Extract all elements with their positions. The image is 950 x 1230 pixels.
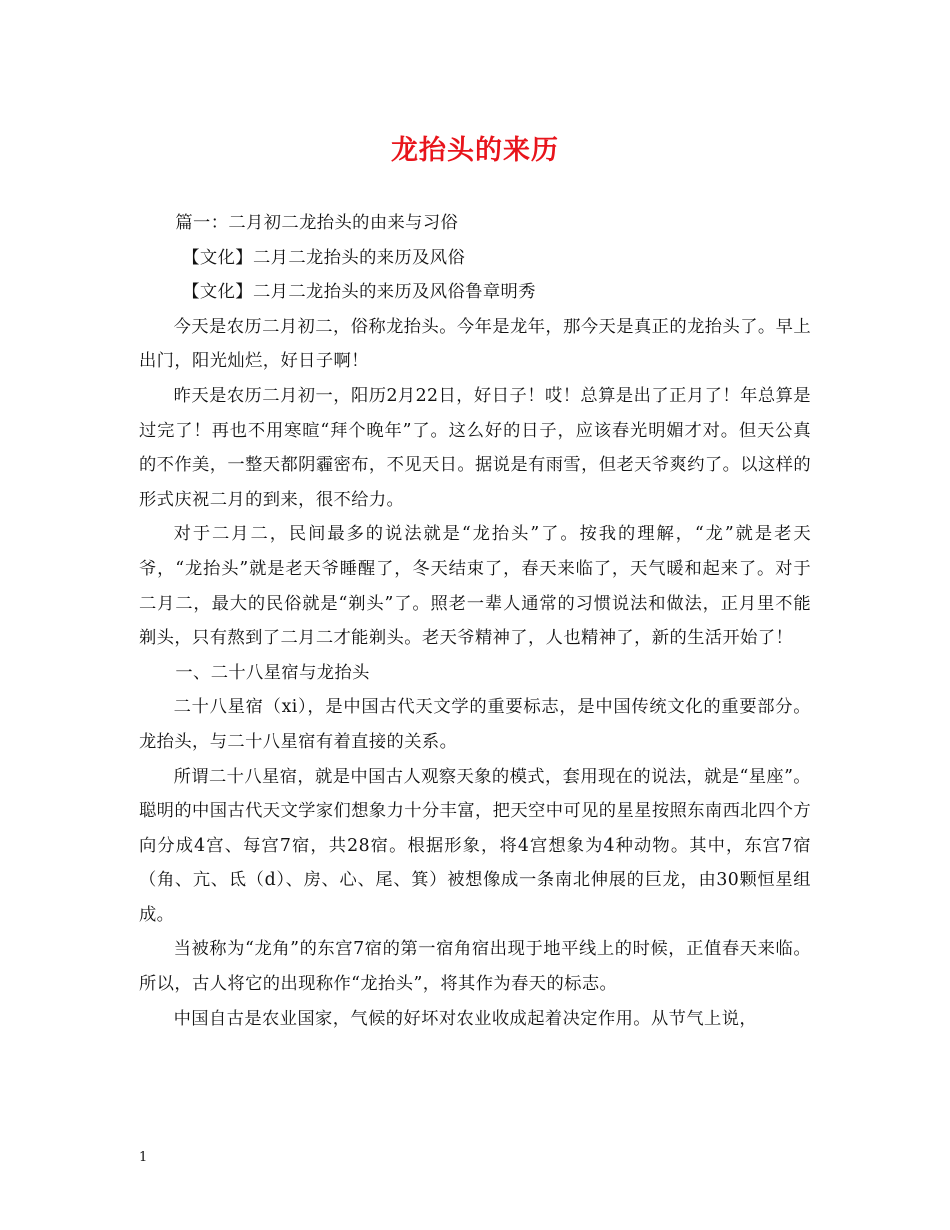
page-number: 1 (139, 1150, 148, 1165)
document-body (139, 206, 811, 1036)
section-heading: 一、二十八星宿与龙抬头 (175, 662, 370, 683)
culture-line-1: 【文化】二月二龙抬头的来历及风俗 (182, 247, 466, 268)
subtitle-line: 篇一：二月初二龙抬头的由来与习俗 (175, 213, 459, 233)
paragraph-today: 今天是农历二月初二，俗称龙抬头。今年是龙年，那今天是真正的龙抬头了。早上出门，阳光灿烂，好日子啊！ (139, 316, 811, 372)
paragraph-xingxiu-intro: 二十八星宿（xi），是中国古代天文学的重要标志，是中国传统文化的重要部分。龙抬头，与二十八星宿有着直接的关系。 (139, 697, 811, 752)
paragraph-eryueer: 对于二月二，民间最多的说法就是“龙抬头”了。按我的理解，“龙”就是老天爷，“龙抬头”就是老天爷睡醒了，冬天结束了，春天来临了，天气暖和起来了。对于二月二，最大的民俗就是“剃头”了。照老一辈人通常的习惯说法和做法，正月里不能剃头，只有熬到了二月二才能剃头。老天爷精神了，人也精神了，新的生活开始了！ (139, 524, 811, 649)
paragraph-longjiao: 当被称为“龙角”的东宫7宿的第一宿角宿出现于地平线上的时候，正值春天来临。所以，古人将它的出现称作“龙抬头”，将其作为春天的标志。 (139, 939, 811, 995)
page-title: 龙抬头的来历 (391, 135, 559, 166)
paragraph-xingxiu-definition: 所谓二十八星宿，就是中国古人观察天象的模式，套用现在的说法，就是“星座”。聪明的中国古代天文学家们想象力十分丰富，把天空中可见的星星按照东南西北四个方向分成4宫、每宫7宿，共28宿。根据形象，将4宫想象为4种动物。其中，东宫7宿（角、亢、氐（d）、房、心、尾、箕）被想像成一条南北伸展的巨龙，由30颗恒星组成。 (139, 766, 811, 925)
paragraph-agriculture: 中国自古是农业国家，气候的好坏对农业收成起着决定作用。从节气上说， (173, 1008, 758, 1029)
paragraph-yesterday: 昨天是农历二月初一，阳历2月22日，好日子！哎！总算是出了正月了！年总算是过完了！再也不用寒暄“拜个晚年”了。这么好的日子，应该春光明媚才对。但天公真的不作美，一整天都阴霾密布，不见天日。据说是有雨雪，但老天爷爽约了。以这样的形式庆祝二月的到来，很不给力。 (139, 385, 811, 510)
culture-line-2: 【文化】二月二龙抬头的来历及风俗鲁章明秀 (182, 282, 536, 303)
